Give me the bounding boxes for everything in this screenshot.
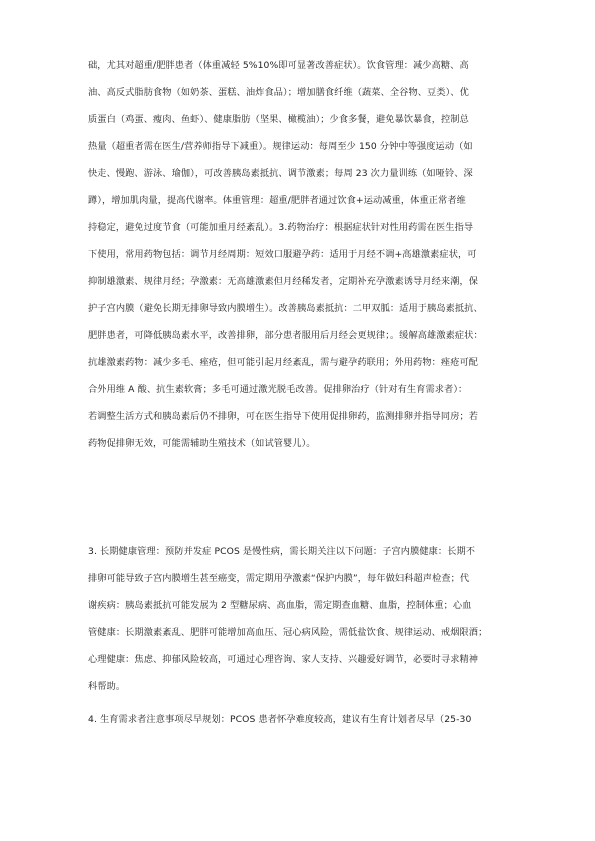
text-line: 抗雄激素药物：减少多毛、痤疮，但可能引起月经紊乱，需与避孕药联用；外用药物：痤疮可配: [88, 357, 479, 368]
text-line: 护子宫内膜（避免长期无排卵导致内膜增生）。改善胰岛素抵抗：二甲双胍：适用于胰岛素抵抗、: [88, 303, 483, 314]
paragraph-long-term-health: [88, 538, 512, 700]
text-line: 4. 生育需求者注意事项尽早规划：PCOS 患者怀孕难度较高，建议有生育计划者尽早（25-30: [88, 714, 472, 725]
text-line: 管健康：长期激素紊乱、肥胖可能增加高血压、冠心病风险，需低盐饮食、规律运动、戒烟限酒；: [88, 627, 488, 638]
text-line: 科帮助。: [88, 681, 126, 692]
text-line: 油、高反式脂肪食物（如奶茶、蛋糕、油炸食品）；增加膳食纤维（蔬菜、全谷物、豆类）、优: [88, 87, 469, 98]
text-line: 药物促排卵无效，可能需辅助生殖技术（如试管婴儿）。: [88, 438, 316, 449]
paragraph-fertility: [88, 706, 512, 733]
text-line: 快走、慢跑、游泳、瑜伽），可改善胰岛素抵抗、调节激素；每周 23 次力量训练（如哑铃、深: [88, 168, 473, 179]
text-line: 下使用，常用药物包括：调节月经周期：短效口服避孕药：适用于月经不调+高雄激素症状，可: [88, 249, 477, 260]
text-line: 谢疾病：胰岛素抵抗可能发展为 2 型糖尿病、高血脂，需定期查血糖、血脂，控制体重；心血: [88, 600, 472, 611]
text-line: 持稳定，避免过度节食（可能加重月经紊乱）。3.药物治疗：根据症状针对性用药需在医生指导: [88, 222, 474, 233]
text-line: 排卵可能导致子宫内膜增生甚至癌变，需定期用孕激素“保护内膜”，每年做妇科超声检查；代: [88, 573, 470, 584]
text-line: 心理健康：焦虑、抑郁风险较高，可通过心理咨询、家人支持、兴趣爱好调节，必要时寻求精神: [88, 654, 479, 665]
text-line: 肥胖患者，可降低胰岛素水平，改善排卵，部分患者服用后月经会更规律；。缓解高雄激素症状：: [88, 330, 483, 341]
text-line: 若调整生活方式和胰岛素后仍不排卵，可在医生指导下使用促排卵药，监测排卵并指导同房；若: [88, 411, 479, 422]
text-line: 础，尤其对超重/肥胖患者（体重减轻 5%10%即可显著改善症状）。饮食管理：减少高糖、高: [88, 60, 469, 71]
text-line: 合外用维 A 酸、抗生素软膏；多毛可通过激光脱毛改善。促排卵治疗（针对有生育需求者）：: [88, 384, 468, 395]
text-line: 抑制雄激素、规律月经；孕激素：无高雄激素但月经稀发者，定期补充孕激素诱导月经来潮，保: [88, 276, 479, 287]
text-line: 质蛋白（鸡蛋、瘦肉、鱼虾）、健康脂肪（坚果、橄榄油）；少食多餐，避免暴饮暴食，控制总: [88, 114, 469, 125]
text-line: 热量（超重者需在医生/营养师指导下减重）。规律运动：每周至少 150 分钟中等强度运动（如: [88, 141, 473, 152]
paragraph-treatment: [88, 52, 512, 457]
text-line: 蹲），增加肌肉量，提高代谢率。体重管理：超重/肥胖者通过饮食+运动减重，体重正常者维: [88, 195, 466, 206]
text-line: 3. 长期健康管理：预防并发症 PCOS 是慢性病，需长期关注以下问题：子宫内膜健康：长期不: [88, 546, 476, 557]
